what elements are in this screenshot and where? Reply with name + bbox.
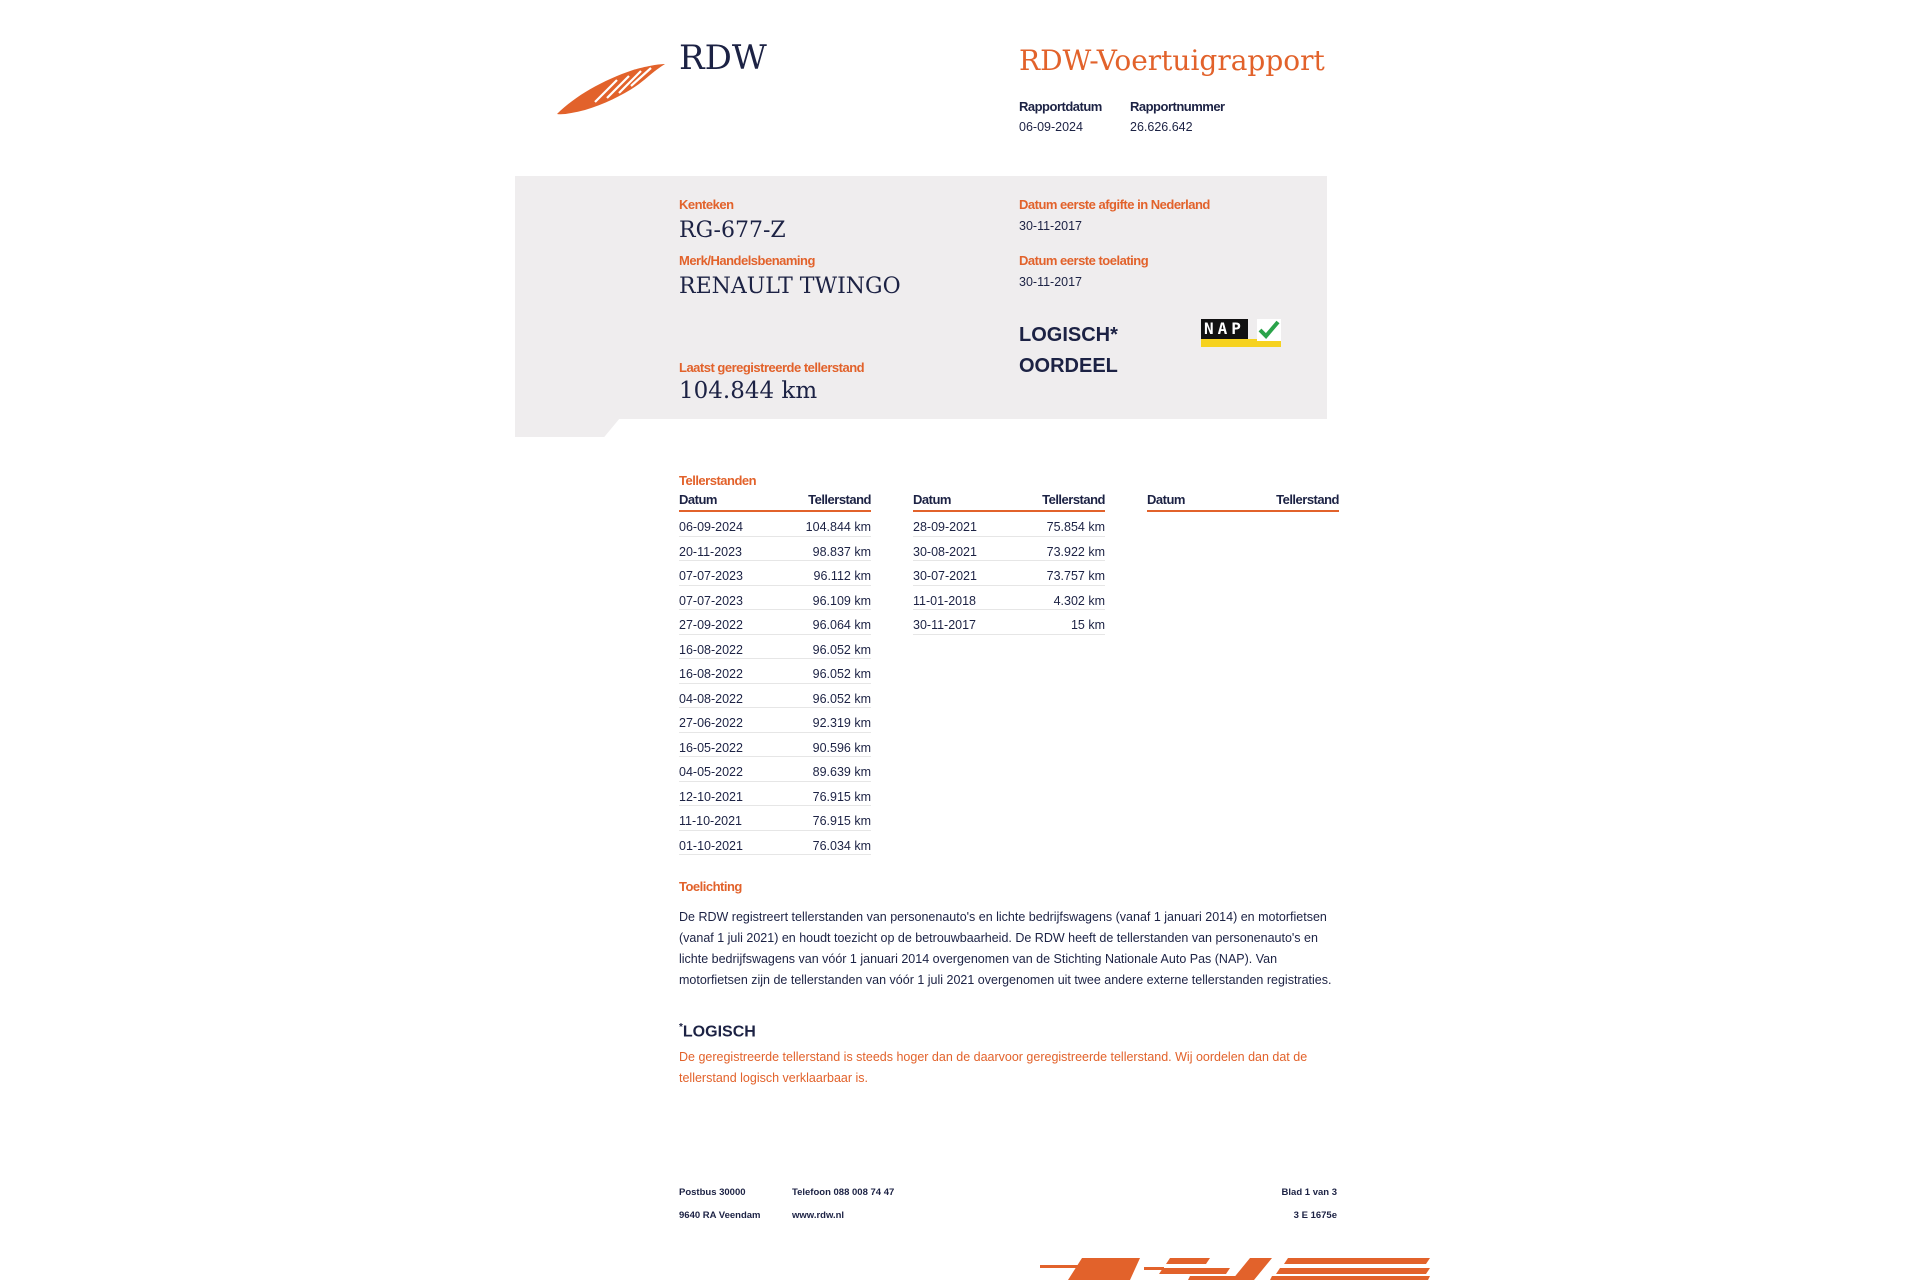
odometer-row-km: 75.854 km [1046,520,1105,534]
odometer-row-date: 30-07-2021 [913,569,977,583]
odometer-row-date: 30-08-2021 [913,544,977,559]
make-label: Merk/Handelsbenaming [679,253,815,268]
odometer-row [913,586,1105,611]
report-number-value: 26.626.642 [1130,120,1193,134]
make-value: RENAULT TWINGO [679,274,901,299]
nap-check-icon [1257,319,1281,341]
verdict-star: * [679,1022,683,1033]
odometer-row-date: 16-05-2022 [679,740,743,755]
odometer-row-date: 16-08-2022 [679,667,743,681]
odometer-row [679,831,871,856]
footer-web: www.rdw.nl [792,1210,845,1221]
nap-badge-text: NAP [1201,319,1248,339]
col-date-header: Datum [679,492,717,507]
odometer-row-date: 27-06-2022 [679,716,743,730]
odometer-column-1 [679,492,871,855]
odometer-row [679,512,871,537]
rdw-wing-logo [555,58,667,118]
verdict-title: LOGISCH [682,1023,756,1041]
first-nl-label: Datum eerste afgifte in Nederland [1019,197,1210,212]
odometer-row-km: 104.844 km [805,520,871,534]
odometer-row-date: 20-11-2023 [679,544,743,559]
odometer-row-date: 06-09-2024 [679,520,743,534]
brand-name: RDW [679,38,767,78]
odometer-column-header [679,492,871,512]
odometer-row [679,782,871,807]
report-number-label: Rapportnummer [1130,99,1225,114]
odometer-row [679,561,871,586]
first-admission-label: Datum eerste toelating [1019,253,1149,268]
odometer-column-2 [913,492,1105,635]
odometer-row [679,806,871,831]
report-title: RDW-Voertuigrapport [1019,44,1325,77]
odometer-row-date: 07-07-2023 [679,593,743,608]
odometer-row-km: 73.757 km [1046,569,1105,583]
vehicle-info-panel [515,176,1327,419]
odometer-row [679,537,871,562]
col-date-header: Datum [913,492,951,507]
odometer-row-km: 92.319 km [812,716,871,730]
plate-label: Kenteken [679,197,734,212]
odometer-row-date: 04-05-2022 [679,765,743,779]
odometer-row [679,610,871,635]
odometer-row-date: 11-10-2021 [679,814,743,828]
explanation-text: De RDW registreert tellerstanden van personenauto's en lichte bedrijfswagens (vanaf 1 januari 2014) en motorfietsen (vanaf 1 juli 2021) en houdt toezicht op de betrouwbaarheid. De RDW heeft de tellerstanden van personenauto's en lichte bedrijfswagens van vóór 1 januari 2014 overgenomen van de Stichting Nationale Auto Pas (NAP). Van motorfietsen zijn de tellerstanden van vóór 1 juli 2021 overgenomen uit twee andere externe tellerstanden registraties. [679,910,1332,987]
footer-code: 3 E 1675e [1293,1210,1337,1221]
footer-phone: Telefoon 088 008 74 47 [792,1187,895,1198]
odometer-row-km: 89.639 km [812,765,871,779]
report-date-label: Rapportdatum [1019,99,1102,114]
odometer-row-date: 01-10-2021 [679,838,743,853]
odometer-column-3 [1147,492,1339,512]
first-admission-value: 30-11-2017 [1019,275,1083,289]
odometer-row-km: 73.922 km [1046,544,1105,559]
odometer-row-date: 30-11-2017 [913,618,977,632]
footer-postbus: Postbus 30000 [679,1187,746,1198]
col-km-header: Tellerstand [1042,492,1105,507]
verdict-footnote-title [679,1022,756,1041]
odometer-row-km: 96.052 km [812,642,871,657]
odometer-row-date: 12-10-2021 [679,789,743,804]
odometer-row-date: 07-07-2023 [679,569,743,583]
odometer-row-date: 16-08-2022 [679,642,743,657]
verdict-footnote-text: De geregistreerde tellerstand is steeds hoger dan de daarvoor geregistreerde tellerstand. Wij oordelen dan dat de tellerstand logisch verklaarbaar is. [679,1050,1308,1085]
odometer-row-km: 76.034 km [812,838,871,853]
odometer-row-date: 04-08-2022 [679,691,743,706]
footer-city: 9640 RA Veendam [679,1210,761,1221]
first-nl-value: 30-11-2017 [1019,219,1083,233]
col-date-header: Datum [1147,492,1185,507]
odometer-row [913,610,1105,635]
odometer-row-date: 28-09-2021 [913,520,977,534]
explanation-title: Toelichting [679,879,742,894]
odometer-row-km: 76.915 km [812,789,871,804]
odometer-row [913,537,1105,562]
verdict-line-2: OORDEEL [1019,355,1118,377]
odometer-row-km: 90.596 km [812,740,871,755]
odometer-row [679,635,871,660]
report-date-value: 06-09-2024 [1019,120,1083,134]
odometer-row-km: 4.302 km [1053,593,1105,608]
odometer-row [679,586,871,611]
odometer-label: Laatst geregistreerde tellerstand [679,360,865,375]
odometer-row-date: 27-09-2022 [679,618,743,632]
odometer-row [913,512,1105,537]
odometer-row [679,733,871,758]
odometer-row-km: 15 km [1070,618,1105,632]
odometer-row-km: 96.064 km [812,618,871,632]
odometer-row-km: 98.837 km [812,544,871,559]
verdict-line-1: LOGISCH* [1019,324,1118,346]
odometer-row [679,659,871,684]
odometer-row [913,561,1105,586]
odometer-row-km: 96.052 km [812,691,871,706]
odometer-row-km: 96.112 km [813,569,871,583]
odometer-row-km: 96.109 km [812,593,871,608]
speed-stripes [1040,1258,1430,1280]
odometer-section-title: Tellerstanden [679,473,757,488]
plate-value: RG-677-Z [679,218,786,243]
odometer-row-km: 96.052 km [812,667,871,681]
odometer-row [679,757,871,782]
odometer-row-date: 11-01-2018 [913,593,977,608]
col-km-header: Tellerstand [808,492,871,507]
odometer-column-header [913,492,1105,512]
nap-badge [1201,319,1283,349]
col-km-header: Tellerstand [1276,492,1339,507]
odometer-row [679,684,871,709]
odometer-column-header [1147,492,1339,512]
footer-page: Blad 1 van 3 [1281,1187,1337,1198]
odometer-row [679,708,871,733]
odometer-value: 104.844 km [679,378,818,404]
panel-tab-shape [515,418,620,437]
odometer-row-km: 76.915 km [812,814,871,828]
